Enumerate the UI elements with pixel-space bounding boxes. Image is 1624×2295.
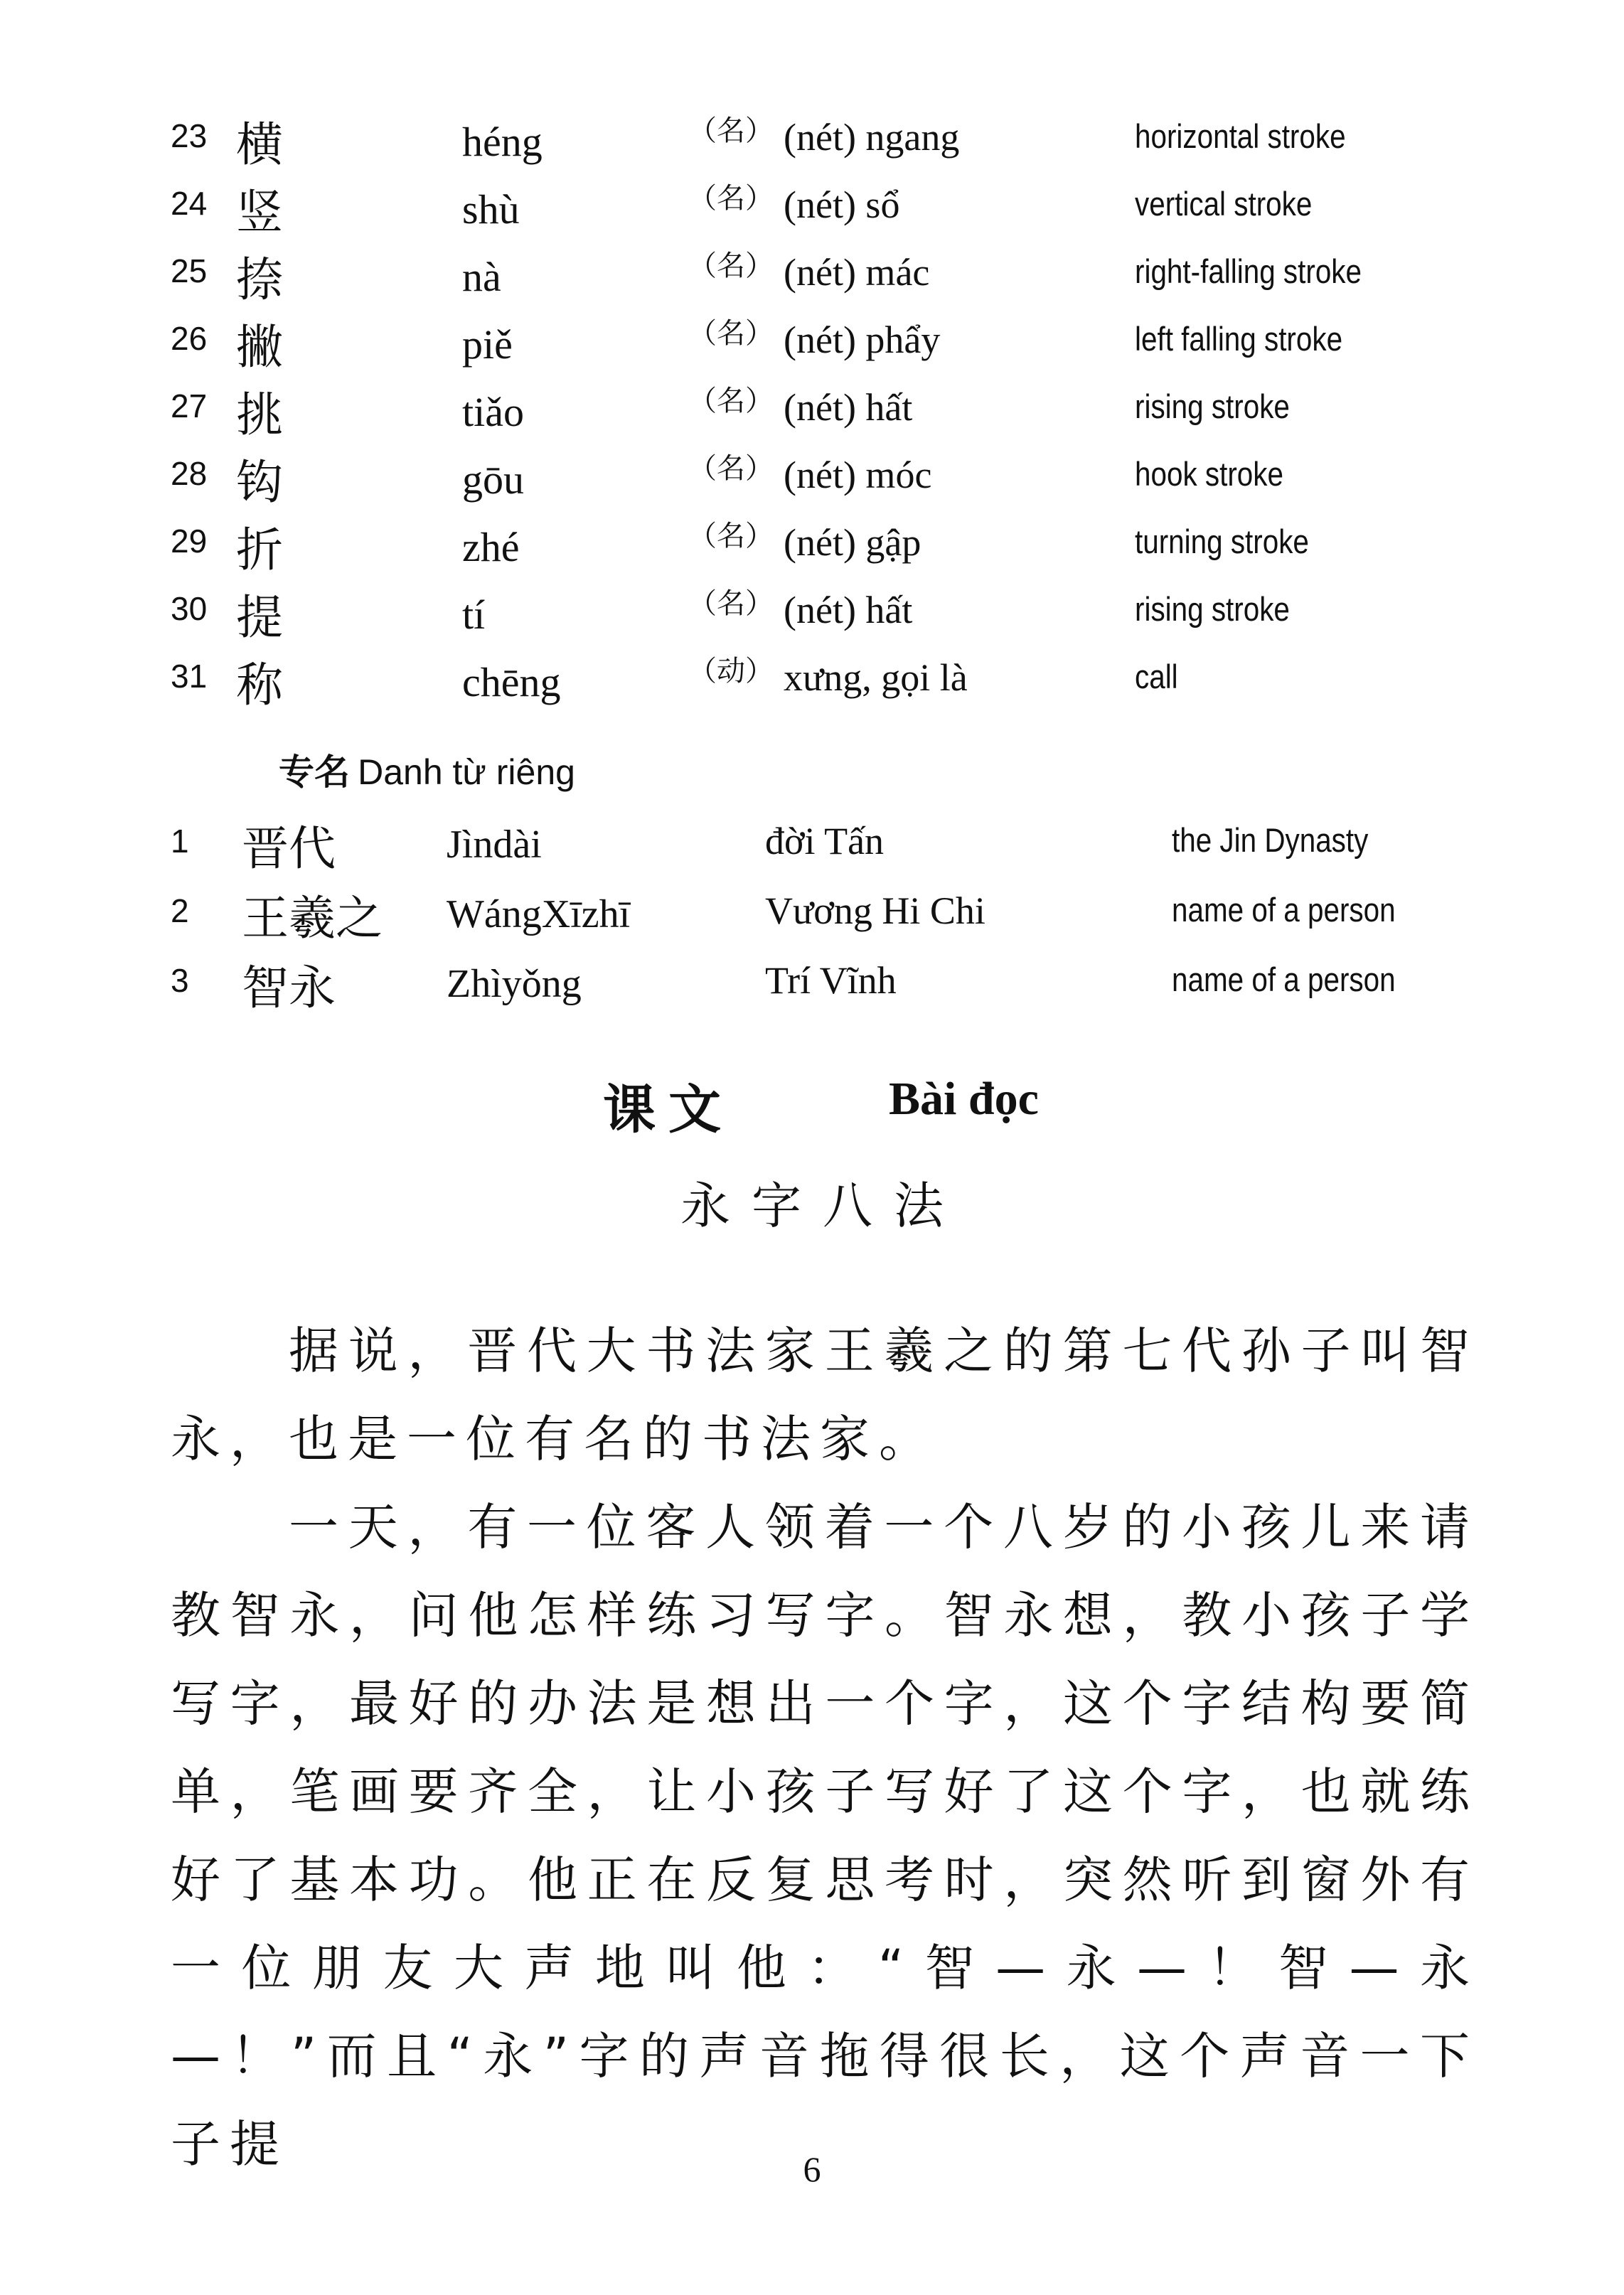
- proper-names-table: [0, 811, 1624, 1020]
- vocab-number: 27: [171, 387, 208, 424]
- vocab-vietnamese: xưng, gọi là: [784, 656, 968, 699]
- vocab-hanzi: 称: [236, 658, 283, 712]
- vocab-hanzi: 撇: [236, 320, 283, 375]
- proper-name-pinyin: WángXīzhī: [447, 892, 631, 936]
- vocab-number: 29: [171, 523, 208, 560]
- vocab-english: hook stroke: [1135, 455, 1283, 493]
- proper-name-vietnamese: Vương Hi Chi: [765, 889, 985, 932]
- vocab-number: 26: [171, 320, 208, 357]
- vocab-part-of-speech: （名）: [688, 317, 774, 350]
- proper-name-english: the Jin Dynasty: [1172, 821, 1369, 859]
- vocab-vietnamese: (nét) móc: [784, 454, 932, 496]
- vocab-row: [0, 377, 1624, 444]
- lesson-paragraph: 据说，晋代大书法家王羲之的第七代孙子叫智永，也是一位有名的书法家。: [171, 1322, 1479, 1468]
- vocab-row: [0, 647, 1624, 715]
- proper-name-number: 2: [171, 892, 189, 929]
- proper-name-pinyin: Jìndài: [447, 823, 542, 867]
- vocab-hanzi: 横: [236, 117, 283, 172]
- vocab-row: [0, 242, 1624, 309]
- vocab-pinyin: zhé: [462, 524, 520, 570]
- lesson-title: 永字八法: [680, 1177, 965, 1235]
- vocab-hanzi: 折: [236, 523, 283, 577]
- vocab-part-of-speech: （名）: [688, 114, 774, 147]
- vocab-pinyin: nà: [462, 254, 501, 300]
- vocab-english: right-falling stroke: [1135, 252, 1362, 290]
- vocab-row: [0, 512, 1624, 579]
- proper-names-heading: [279, 744, 575, 795]
- vocab-vietnamese: (nét) mác: [784, 251, 930, 294]
- vocab-vietnamese: (nét) hất: [784, 589, 913, 631]
- proper-name-number: 3: [171, 962, 189, 999]
- proper-name-vietnamese: đời Tấn: [765, 820, 885, 862]
- vocab-row: [0, 444, 1624, 512]
- vocab-part-of-speech: （名）: [688, 452, 774, 485]
- vocab-pinyin: chēng: [462, 659, 561, 705]
- vocab-english: turning stroke: [1135, 523, 1309, 560]
- vocab-number: 31: [171, 658, 208, 695]
- vocab-part-of-speech: （名）: [688, 385, 774, 417]
- vocab-pinyin: héng: [462, 119, 543, 165]
- proper-names-heading-chinese: 专名: [279, 751, 350, 793]
- vocab-vietnamese: (nét) phẩy: [784, 319, 941, 361]
- proper-name-row: [0, 880, 1624, 950]
- vocab-pinyin: shù: [462, 186, 520, 232]
- vocab-vietnamese: (nét) sổ: [784, 183, 900, 226]
- proper-name-hanzi: 智永: [242, 961, 336, 1015]
- vocab-hanzi: 挑: [236, 387, 283, 442]
- vocab-english: call: [1135, 658, 1178, 695]
- vocab-row: [0, 309, 1624, 377]
- proper-name-row: [0, 811, 1624, 880]
- vocab-pinyin: tí: [462, 592, 486, 638]
- vocab-part-of-speech: （名）: [688, 587, 774, 620]
- proper-name-hanzi: 晋代: [242, 821, 336, 876]
- vocab-hanzi: 提: [236, 590, 283, 645]
- lesson-body: [171, 1307, 1479, 2188]
- vocab-vietnamese: (nét) ngang: [784, 116, 960, 159]
- vocab-pinyin: piě: [462, 321, 513, 368]
- vocab-number: 24: [171, 185, 208, 222]
- vocab-english: horizontal stroke: [1135, 117, 1346, 155]
- proper-name-number: 1: [171, 823, 189, 860]
- vocab-hanzi: 捺: [236, 252, 283, 307]
- vocab-row: [0, 579, 1624, 647]
- vocab-row: [0, 174, 1624, 242]
- vocab-hanzi: 钩: [236, 455, 283, 510]
- proper-names-heading-vietnamese: Danh từ riêng: [358, 752, 575, 792]
- vocab-number: 23: [171, 117, 208, 154]
- vocab-number: 25: [171, 252, 208, 289]
- vocab-english: rising stroke: [1135, 590, 1290, 628]
- vocab-english: vertical stroke: [1135, 185, 1313, 223]
- lesson-heading-chinese: 课文: [603, 1079, 734, 1140]
- vocab-part-of-speech: （名）: [688, 520, 774, 552]
- vocab-row: [0, 107, 1624, 174]
- vocabulary-table: [0, 107, 1624, 715]
- vocab-english: rising stroke: [1135, 387, 1290, 425]
- vocab-part-of-speech: （名）: [688, 250, 774, 282]
- vocab-number: 30: [171, 590, 208, 627]
- vocab-pinyin: gōu: [462, 456, 524, 503]
- lesson-heading: [0, 1068, 1624, 1140]
- page-number: 6: [803, 2149, 821, 2189]
- lesson-paragraph: 一天，有一位客人领着一个八岁的小孩儿来请教智永，问他怎样练习写字。智永想，教小孩子学写字，最好的办法是想出一个字，这个字结构要简单，笔画要齐全，让小孩子写好了这个字，也就练好了基本功。他正在反复思考时，突然听到窗外有一位朋友大声地叫他：“智—永—！智—永—！”而且“永”字的声音拖得很长，这个声音一下子提: [171, 1498, 1479, 2173]
- vocab-pinyin: tiǎo: [462, 389, 524, 435]
- vocab-number: 28: [171, 455, 208, 492]
- proper-name-pinyin: Zhìyǒng: [447, 962, 582, 1006]
- proper-name-hanzi: 王羲之: [242, 891, 383, 946]
- vocab-english: left falling stroke: [1135, 320, 1343, 358]
- proper-name-english: name of a person: [1172, 891, 1396, 929]
- lesson-heading-vietnamese: Bài đọc: [889, 1073, 1039, 1125]
- vocab-hanzi: 竖: [236, 185, 283, 240]
- proper-name-english: name of a person: [1172, 961, 1396, 998]
- vocab-part-of-speech: （名）: [688, 182, 774, 215]
- vocab-part-of-speech: （动）: [688, 655, 774, 688]
- proper-name-row: [0, 950, 1624, 1020]
- vocab-vietnamese: (nét) gập: [784, 521, 921, 564]
- vocab-vietnamese: (nét) hất: [784, 386, 913, 429]
- proper-name-vietnamese: Trí Vĩnh: [765, 959, 897, 1002]
